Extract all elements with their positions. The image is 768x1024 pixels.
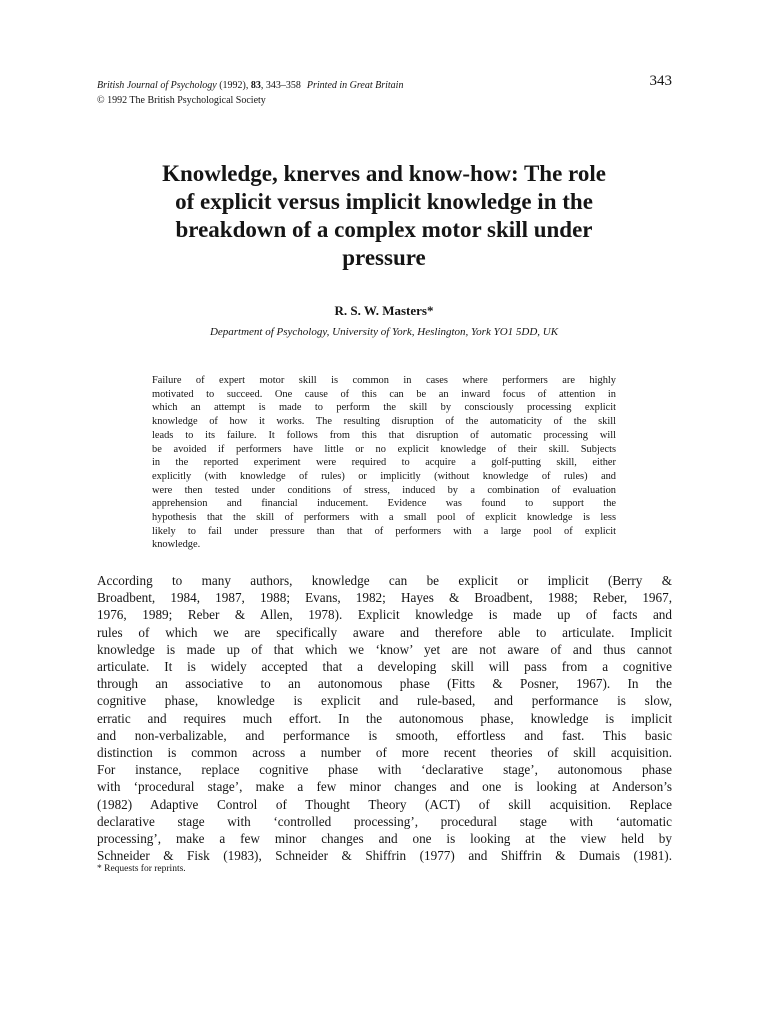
abstract-line: be avoided if performers have little or no explicit knowledge of their skill. Subjects xyxy=(152,443,616,455)
article-title xyxy=(96,160,672,272)
printed-in: Printed in Great Britain xyxy=(306,80,404,91)
abstract-line: likely to fail under pressure than that of performers with a large pool of explicit xyxy=(152,525,616,537)
journal-name: British Journal of Psychology xyxy=(97,80,217,91)
body-line: For instance, replace cognitive phase with ‘declarative stage’, autonomous phase xyxy=(97,762,672,778)
abstract-line: leads to its failure. It follows from this that disruption of automatic processing will xyxy=(152,429,616,441)
abstract-line: motivated to succeed. One cause of this can be an inward focus of attention in xyxy=(152,388,616,400)
footnote: * Requests for reprints. xyxy=(97,864,186,874)
body-paragraph xyxy=(97,572,672,864)
abstract-line: knowledge of how it works. The resulting disruption of the automaticity of the skill xyxy=(152,416,616,428)
copyright-line: © 1992 The British Psychological Society xyxy=(97,95,266,106)
journal-year: (1992), xyxy=(216,80,251,91)
body-line: Schneider & Fisk (1983), Schneider & Shiffrin (1977) and Shiffrin & Dumais (1981). xyxy=(97,848,672,864)
abstract xyxy=(152,374,616,552)
body-line: with ‘procedural stage’, make a few minor changes and one is looking at Anderson’s xyxy=(97,779,672,795)
journal-pages: , 343–358 xyxy=(260,80,301,91)
body-line: processing’, make a few minor changes and one is looking at the view held by xyxy=(97,831,672,847)
body-line: (1982) Adaptive Control of Thought Theory (ACT) of skill acquisition. Replace xyxy=(97,796,672,812)
body-line: erratic and requires much effort. In the autonomous phase, knowledge is implicit xyxy=(97,710,672,726)
journal-volume: 83 xyxy=(250,80,261,91)
page-number: 343 xyxy=(649,73,672,89)
running-header xyxy=(97,73,672,108)
title-line: breakdown of a complex motor skill under xyxy=(175,217,593,242)
abstract-line: in the reported experiment were required to acquire a golf-putting skill, either xyxy=(152,457,616,469)
body-line: and non-verbalizable, and performance is smooth, effortless and fast. This basic xyxy=(97,727,672,743)
abstract-line: explicitly (with knowledge of rules) or implicitly (without knowledge of rules) and xyxy=(152,470,616,482)
abstract-line: hypothesis that the skill of performers with a small pool of explicit knowledge is less xyxy=(152,512,616,524)
body-line: Broadbent, 1984, 1987, 1988; Evans, 1982; Hayes & Broadbent, 1988; Reber, 1967, xyxy=(97,590,672,606)
body-line: distinction is common across a number of more recent theories of skill acquisition. xyxy=(97,745,672,761)
body-line: rules of which we are specifically aware and therefore able to articulate. Implicit xyxy=(97,624,672,640)
body-line: articulate. It is widely accepted that a developing skill will pass from a cognitive xyxy=(97,659,672,675)
author-name: R. S. W. Masters* xyxy=(334,303,434,318)
title-line: pressure xyxy=(342,245,426,270)
abstract-line: apprehension and financial inducement. Evidence was found to support the xyxy=(152,498,616,510)
title-line: Knowledge, knerves and know-how: The role xyxy=(162,161,606,186)
body-line: knowledge is made up of that which we ‘know’ yet are not aware of and thus cannot xyxy=(97,641,672,657)
abstract-line: knowledge. xyxy=(152,539,201,551)
body-line: According to many authors, knowledge can be explicit or implicit (Berry & xyxy=(97,573,672,588)
body-line: through an associative to an autonomous phase (Fitts & Posner, 1967). In the xyxy=(97,676,672,692)
abstract-line: were then tested under conditions of stress, induced by a combination of evaluation xyxy=(152,484,616,496)
body-line: declarative stage with ‘controlled processing’, procedural stage with ‘automatic xyxy=(97,813,672,829)
title-line: of explicit versus implicit knowledge in the xyxy=(175,189,593,214)
author-affiliation: Department of Psychology, University of York, Heslington, York YO1 5DD, UK xyxy=(209,326,559,338)
abstract-line: Failure of expert motor skill is common in cases where performers are highly xyxy=(152,375,616,386)
body-line: 1976, 1989; Reber & Allen, 1978). Explicit knowledge is made up of facts and xyxy=(97,607,672,623)
body-line: cognitive phase, knowledge is explicit and rule-based, and performance is slow, xyxy=(97,693,672,709)
abstract-line: which an attempt is made to perform the skill by consciously processing explicit xyxy=(152,402,616,414)
journal-citation xyxy=(97,80,403,91)
